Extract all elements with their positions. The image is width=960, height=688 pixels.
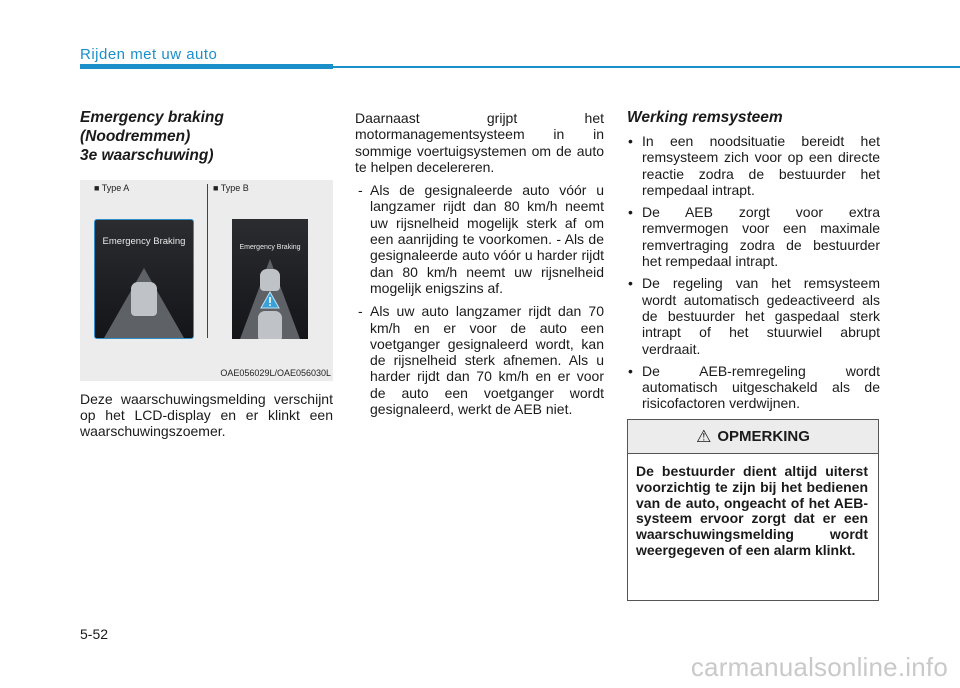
bullet-marker: • [628, 275, 633, 292]
own-car-icon [258, 311, 282, 339]
section-title-line-3: 3e waarschuwing) [80, 147, 214, 164]
note-header [628, 420, 878, 454]
bullet-text: In een noodsituatie bereidt het remsysteem zich voor op een directe reactie zodra de bestuurder het rempedaal intrapt. [642, 133, 880, 198]
bullet-text: De regeling van het remsysteem wordt automatisch gedeactiveerd als de bestuurder het gaspedaal sterk intrapt of het stuurwiel abrupt verdraait. [642, 275, 880, 357]
lcd-screen-type-b [232, 219, 308, 339]
warning-triangle-icon [260, 291, 280, 309]
dash-marker: - [358, 303, 363, 320]
figure-divider [207, 184, 208, 338]
note-box [627, 419, 879, 601]
warning-icon: ⚠ [696, 426, 712, 446]
section-title-line-1: Emergency braking [80, 109, 224, 126]
screen-b-message: Emergency Braking [239, 244, 301, 251]
bullet-text: De AEB-remregeling wordt automatisch uitgeschakeld als de risicofactoren verdwijnen. [642, 362, 880, 412]
list-item-text: Als uw auto langzamer rijdt dan 70 km/h en er voor de auto een voetganger gesignaleerd wordt, kan de rijsnelheid sterk afnemen. Als u harder rijdt dan 70 km/h en er voor de auto een voetganger wordt gesignaleerd, werkt de AEB niet. [370, 303, 604, 418]
section-title [80, 108, 333, 165]
section-title-line-2: (Noodremmen) [80, 128, 191, 145]
section-header: Rijden met uw auto [80, 46, 218, 63]
bullet-list [627, 133, 880, 412]
header-rule-thin [333, 66, 960, 68]
bullet-marker: • [628, 362, 633, 379]
note-body: De bestuurder dient altijd uiterst voorzichtig te zijn bij het bedienen van de auto, ongeacht of het AEB-systeem ervoor zorgt dat er een waarschuwingsmelding wordt weergegeven of een alarm klinkt. [636, 463, 868, 558]
bullet-item [627, 204, 880, 269]
dash-marker: - [358, 182, 363, 199]
note-title: OPMERKING [717, 428, 810, 445]
list-item [355, 182, 604, 296]
watermark: carmanualsonline.info [690, 652, 948, 682]
bullet-item [627, 133, 880, 198]
column-left [80, 108, 333, 439]
column-middle [355, 110, 604, 417]
figure-label-type-a: ■ Type A [94, 183, 130, 193]
screen-a-message: Emergency Braking [102, 236, 186, 247]
display-figure [80, 180, 333, 381]
page-number: 5-52 [80, 626, 109, 642]
list-item-text: Als de gesignaleerde auto vóór u langzamer rijdt dan 80 km/h neemt uw rijsnelheid mogelijk sterk af om een aanrijding te voorkomen. - Als de gesignaleerde auto vóór u harder rijdt dan 80 km/h neemt uw rijsnelheid mogelijk enigszins af. [370, 182, 604, 296]
intro-paragraph: Daarnaast grijpt het motormanagementsysteem in in sommige voertuigsystemen om de auto te helpen decelereren. [355, 110, 604, 175]
car-icon [260, 269, 280, 291]
header-rule-thick [80, 64, 333, 69]
lcd-screen-type-a [94, 219, 194, 339]
column-right [627, 108, 880, 412]
bullet-marker: • [628, 204, 633, 221]
list-item [355, 303, 604, 417]
bullet-item [627, 363, 880, 412]
bullet-text: De AEB zorgt voor extra remvermogen voor een maximale remvertraging zodra de bestuurder het rempedaal intrapt. [642, 204, 880, 270]
car-icon [131, 282, 157, 316]
bullet-marker: • [628, 133, 633, 149]
figure-label-type-b: ■ Type B [213, 183, 249, 193]
warning-description: Deze waarschuwingsmelding verschijnt op het LCD-display en er klinkt een waarschuwingszoemer. [80, 391, 333, 439]
brake-operation-title: Werking remsysteem [627, 109, 783, 126]
bullet-item [627, 275, 880, 356]
figure-caption: OAE056029L/OAE056030L [220, 368, 331, 378]
